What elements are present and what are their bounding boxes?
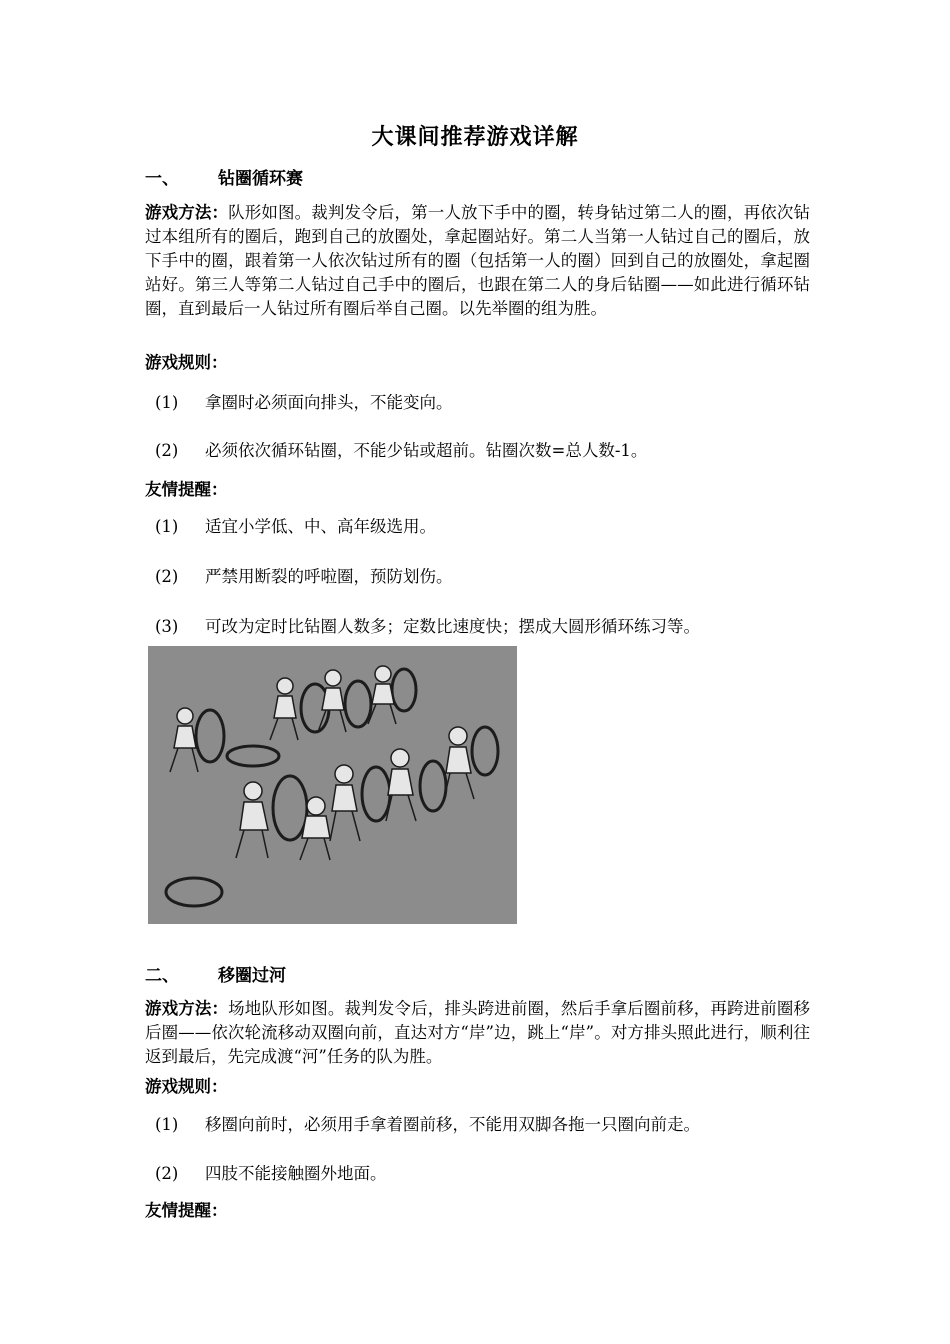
rule-text: 移圈向前时，必须用手拿着圈前移，不能用双脚各拖一只圈向前走。 <box>205 1115 700 1134</box>
section-1-rule-2 <box>155 437 647 461</box>
section-1-method-label: 游戏方法： <box>145 203 229 222</box>
rule-number: (1) <box>155 393 179 412</box>
tip-number: (1) <box>155 517 179 536</box>
section-2-number: 二、 <box>145 966 179 986</box>
section-1-rule-1 <box>155 389 453 413</box>
tip-number: (3) <box>155 617 179 636</box>
tip-number: (2) <box>155 567 179 586</box>
section-1-method-text: 队形如图。裁判发令后，第一人放下手中的圈，转身钻过第二人的圈，再依次钻过本组所有的圈后，跑到自己的放圈处，拿起圈站好。第二人当第一人钻过自己的圈后，放下手中的圈，跟着第一人依次钻过所有的圈（包括第一人的圈）回到自己的放圈处，拿起圈站好。第三人等第二人钻过自己手中的圈后，也跟在第二人的身后钻圈——如此进行循环钻圈，直到最后一人钻过所有圈后举自己圈。以先举圈的组为胜。 <box>145 203 811 318</box>
section-2-heading <box>145 961 286 986</box>
section-1-method <box>145 201 810 321</box>
section-1-rules-label: 游戏规则： <box>145 353 228 372</box>
hoop-game-illustration <box>148 646 517 924</box>
section-1-tip-3 <box>155 613 700 637</box>
section-2-tips-label: 友情提醒： <box>145 1201 228 1220</box>
hoop-game-drawing <box>148 646 517 924</box>
section-1-heading <box>145 164 303 189</box>
section-2-method-text: 场地队形如图。裁判发令后，排头跨进前圈，然后手拿后圈前移，再跨进前圈移后圈——依次轮流移动双圈向前，直达对方“岸”边，跳上“岸”。对方排头照此进行，顺利往返到最后，先完成渡“河”任务的队为胜。 <box>145 999 811 1066</box>
section-1-tips-label: 友情提醒： <box>145 480 228 499</box>
rule-number: (2) <box>155 1164 179 1183</box>
section-1-name: 钻圈循环赛 <box>218 169 303 189</box>
rule-text: 必须依次循环钻圈，不能少钻或超前。钻圈次数=总人数-1。 <box>205 441 648 460</box>
section-2-rule-1 <box>155 1111 700 1135</box>
tip-text: 严禁用断裂的呼啦圈，预防划伤。 <box>205 567 453 586</box>
tip-text: 适宜小学低、中、高年级选用。 <box>205 517 436 536</box>
section-1-tip-2 <box>155 563 453 587</box>
section-2-name: 移圈过河 <box>218 966 286 986</box>
section-1-tip-1 <box>155 513 436 537</box>
section-2-method-label: 游戏方法： <box>145 999 229 1018</box>
section-2-rules-label: 游戏规则： <box>145 1077 228 1096</box>
tip-text: 可改为定时比钻圈人数多；定数比速度快；摆成大圆形循环练习等。 <box>205 617 700 636</box>
page-title: 大课间推荐游戏详解 <box>371 124 579 150</box>
section-1-number: 一、 <box>145 169 179 189</box>
rule-text: 拿圈时必须面向排头，不能变向。 <box>205 393 453 412</box>
section-2-method <box>145 997 810 1069</box>
rule-number: (2) <box>155 441 179 460</box>
rule-number: (1) <box>155 1115 179 1134</box>
section-2-rule-2 <box>155 1160 387 1184</box>
rule-text: 四肢不能接触圈外地面。 <box>205 1164 387 1183</box>
